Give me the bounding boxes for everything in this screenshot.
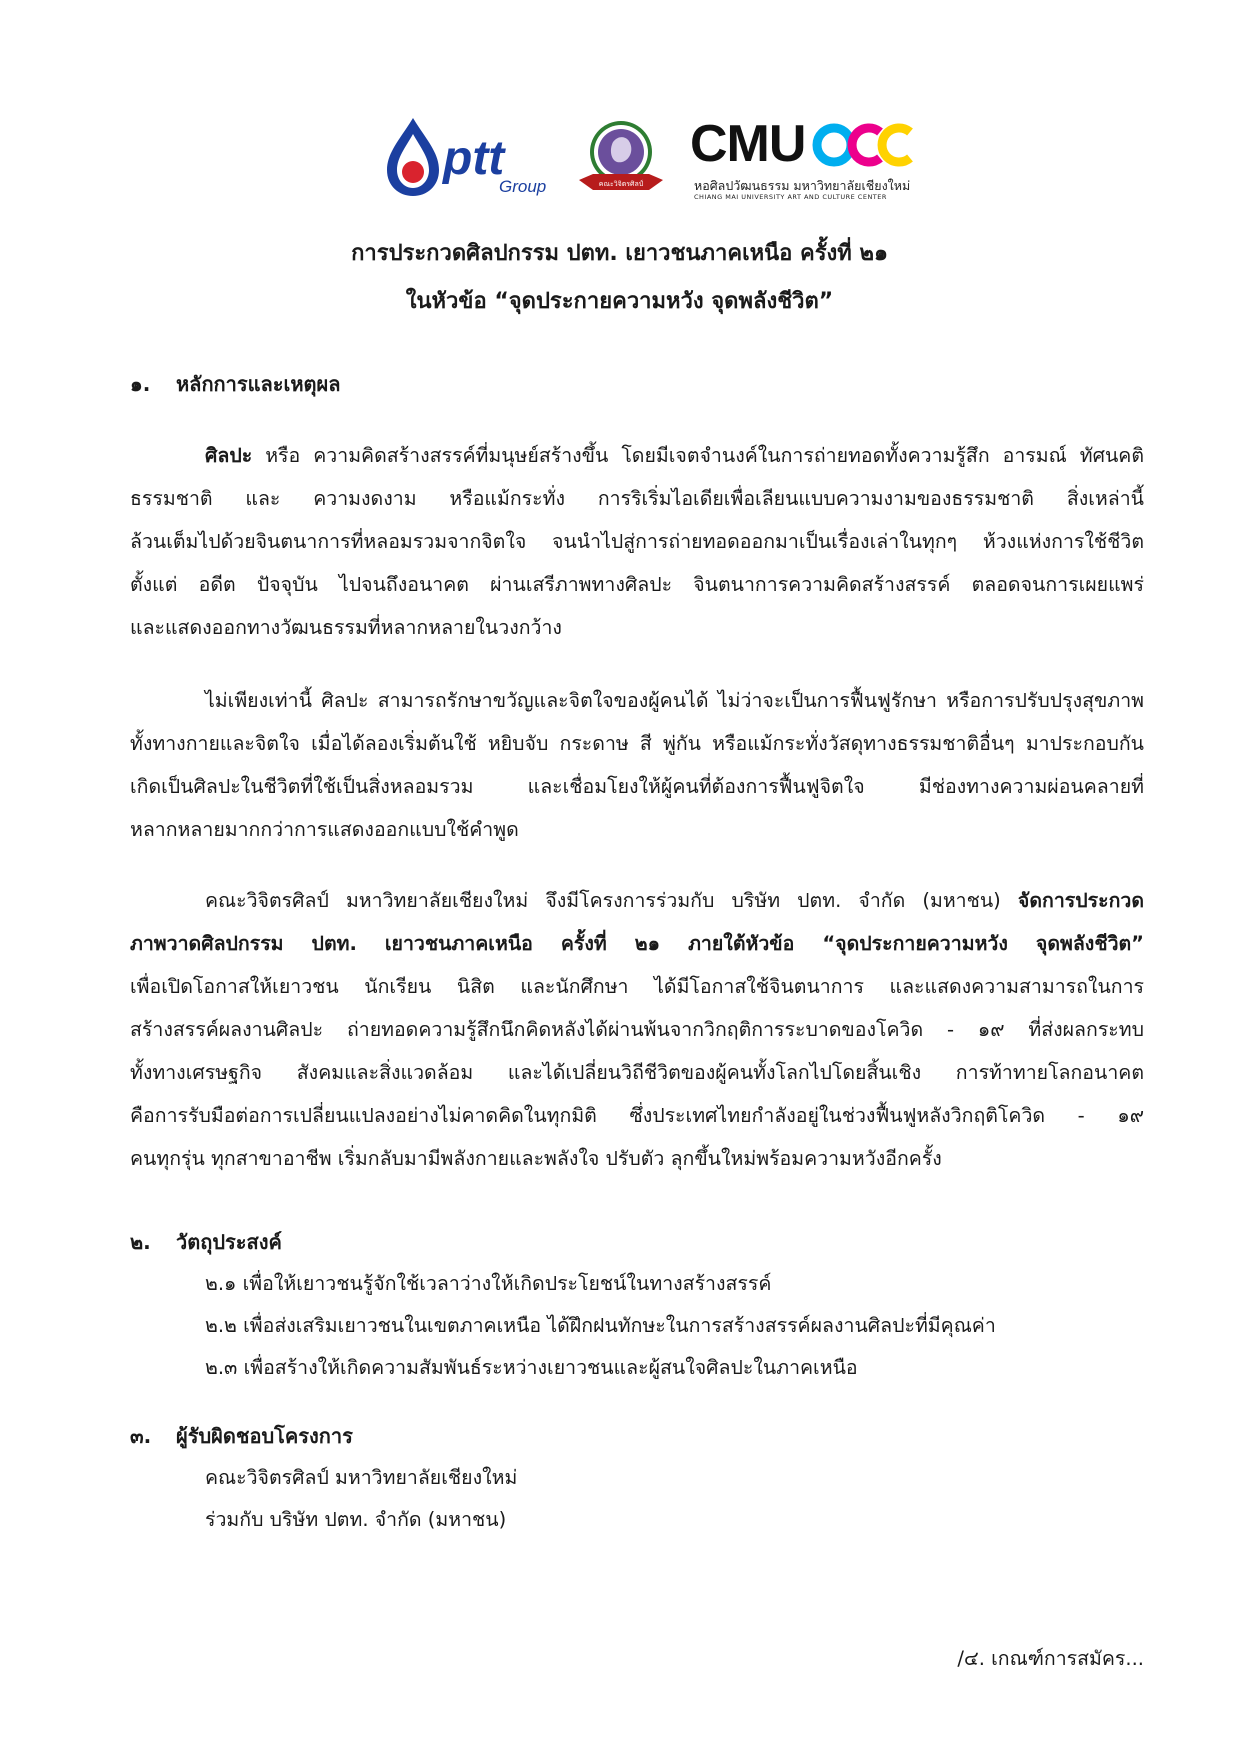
s1-p3-line-1-normal: คณะวิจิตรศิลป์ มหาวิทยาลัยเชียงใหม่ จึงมีโครงการร่วมกับ บริษัท ปตท. จำกัด (มหาชน): [205, 889, 1018, 912]
document-title-line-2: ในหัวข้อ “จุดประกายความหวัง จุดพลังชีวิต”: [405, 289, 834, 314]
s1-p1-line-2: ธรรมชาติ และ ความงดงาม หรือแม้กระทั่ง การริเริ่มไอเดียเพื่อเลียนแบบความงามของธรรมชาติ สิ่งเหล่านี้: [130, 487, 1144, 510]
s1-p3-line-1-bold: จัดการประกวด: [1017, 889, 1144, 912]
acc-rings-icon: [812, 120, 920, 170]
s1-p2-line-1: ไม่เพียงเท่านี้ ศิลปะ สามารถรักษาขวัญและจิตใจของผู้คนได้ ไม่ว่าจะเป็นการฟื้นฟูรักษา หรือการปรับปรุงสุขภาพ: [205, 689, 1144, 712]
document-title-line-1: การประกวดศิลปกรรม ปตท. เยาวชนภาคเหนือ ครั้งที่ ๒๑: [351, 241, 888, 266]
objective-item-2: ๒.๒ เพื่อส่งเสริมเยาวชนในเขตภาคเหนือ ได้ฝึกฝนทักษะในการสร้างสรรค์ผลงานศิลปะที่มีคุณค่า: [205, 1314, 996, 1337]
s1-p2-line-2: ทั้งทางกายและจิตใจ เมื่อได้ลองเริ่มต้นใช้ หยิบจับ กระดาษ สี พู่กัน หรือแม้กระทั่งวัสดุทางธรรมชาติอื่นๆ มาประกอบกัน: [130, 732, 1144, 755]
responsible-line-2: ร่วมกับ บริษัท ปตท. จำกัด (มหาชน): [205, 1508, 507, 1531]
s1-p2-line-4: หลากหลายมากกว่าการแสดงออกแบบใช้คำพูด: [130, 818, 519, 841]
section-1-heading: [130, 368, 341, 400]
s1-p3-line-2: ภาพวาดศิลปกรรม ปตท. เยาวชนภาคเหนือ ครั้งที่ ๒๑ ภายใต้หัวข้อ “จุดประกายความหวัง จุดพลังชีวิต”: [130, 932, 1144, 955]
section-2-heading: [130, 1226, 282, 1258]
seal-caption: คณะวิจิตรศิลป์: [598, 180, 644, 188]
cmu-art-center-logo: [690, 114, 920, 204]
logo-row: [0, 104, 1239, 204]
section-1-number: ๑.: [130, 372, 151, 396]
s1-p3-line-7: คนทุกรุ่น ทุกสาขาอาชีพ เริ่มกลับมามีพลังกายและพลังใจ ปรับตัว ลุกขึ้นใหม่พร้อมความหวังอีกครั้ง: [130, 1147, 942, 1170]
objective-item-1: ๒.๑ เพื่อให้เยาวชนรู้จักใช้เวลาว่างให้เกิดประโยชน์ในทางสร้างสรรค์: [205, 1272, 772, 1295]
section-2-number: ๒.: [130, 1230, 151, 1254]
s1-p1-bold-lead: ศิลปะ: [205, 444, 253, 467]
s1-p1-line-3: ล้วนเต็มไปด้วยจินตนาการที่หลอมรวมจากจิตใจ จนนำไปสู่การถ่ายทอดออกมาเป็นเรื่องเล่าในทุกๆ ห้วงแห่งการใช้ชีวิต: [130, 530, 1144, 553]
s1-p3-line-6: คือการรับมือต่อการเปลี่ยนแปลงอย่างไม่คาดคิดในทุกมิติ ซึ่งประเทศไทยกำลังอยู่ในช่วงฟื้นฟูหลังวิกฤติโควิด - ๑๙: [130, 1104, 1144, 1127]
section-3-number: ๓.: [130, 1424, 152, 1448]
s1-p1-line-1: [205, 440, 1144, 471]
s1-p3-line-1: [205, 885, 1144, 916]
ptt-group-logo: [379, 112, 569, 202]
s1-p2-line-3: เกิดเป็นศิลปะในชีวิตที่ใช้เป็นสิ่งหลอมรวม และเชื่อมโยงให้ผู้คนที่ต้องการฟื้นฟูจิตใจ มีช่องทางความผ่อนคลายที่: [130, 775, 1144, 798]
fine-arts-seal-logo: [575, 118, 667, 198]
section-3-title: ผู้รับผิดชอบโครงการ: [176, 1424, 353, 1448]
s1-p3-line-3: เพื่อเปิดโอกาสให้เยาวชน นักเรียน นิสิต และนักศึกษา ได้มีโอกาสใช้จินตนาการ และแสดงความสามารถในการ: [130, 975, 1144, 998]
cmu-english-caption: CHIANG MAI UNIVERSITY ART AND CULTURE CENTER: [694, 193, 887, 201]
s1-p1-line-4: ตั้งแต่ อดีต ปัจจุบัน ไปจนถึงอนาคต ผ่านเสรีภาพทางศิลปะ จินตนาการความคิดสร้างสรรค์ ตลอดจนการเผยแพร่: [130, 573, 1144, 596]
s1-p3-line-5: ทั้งทางเศรษฐกิจ สังคมและสิ่งแวดล้อม และได้เปลี่ยนวิถีชีวิตของผู้คนทั้งโลกไปโดยสิ้นเชิง การท้าทายโลกอนาคต: [130, 1061, 1144, 1084]
section-3-heading: [130, 1420, 353, 1452]
ptt-group-word: Group: [499, 177, 547, 196]
section-2-title: วัตถุประสงค์: [176, 1230, 282, 1254]
s1-p1-line-1-rest: หรือ ความคิดสร้างสรรค์ที่มนุษย์สร้างขึ้น โดยมีเจตจำนงค์ในการถ่ายทอดทั้งความรู้สึก อารมณ์ ทัศนคติ: [252, 444, 1144, 467]
continuation-note: /๔. เกณฑ์การสมัคร...: [957, 1647, 1144, 1670]
s1-p3-line-4: สร้างสรรค์ผลงานศิลปะ ถ่ายทอดความรู้สึกนึกคิดหลังได้ผ่านพ้นจากวิกฤติการระบาดของโควิด - ๑๙ ที่ส่งผลกระทบ: [130, 1018, 1144, 1041]
section-1-title: หลักการและเหตุผล: [176, 372, 341, 396]
cmu-wordmark: CMU: [690, 115, 806, 173]
objective-item-3: ๒.๓ เพื่อสร้างให้เกิดความสัมพันธ์ระหว่างเยาวชนและผู้สนใจศิลปะในภาคเหนือ: [205, 1356, 858, 1379]
s1-p1-line-5: และแสดงออกทางวัฒนธรรมที่หลากหลายในวงกว้าง: [130, 616, 562, 639]
ptt-wordmark: ptt: [443, 132, 505, 185]
cmu-thai-caption: หอศิลปวัฒนธรรม มหาวิทยาลัยเชียงใหม่: [694, 178, 911, 193]
responsible-line-1: คณะวิจิตรศิลป์ มหาวิทยาลัยเชียงใหม่: [205, 1466, 518, 1489]
